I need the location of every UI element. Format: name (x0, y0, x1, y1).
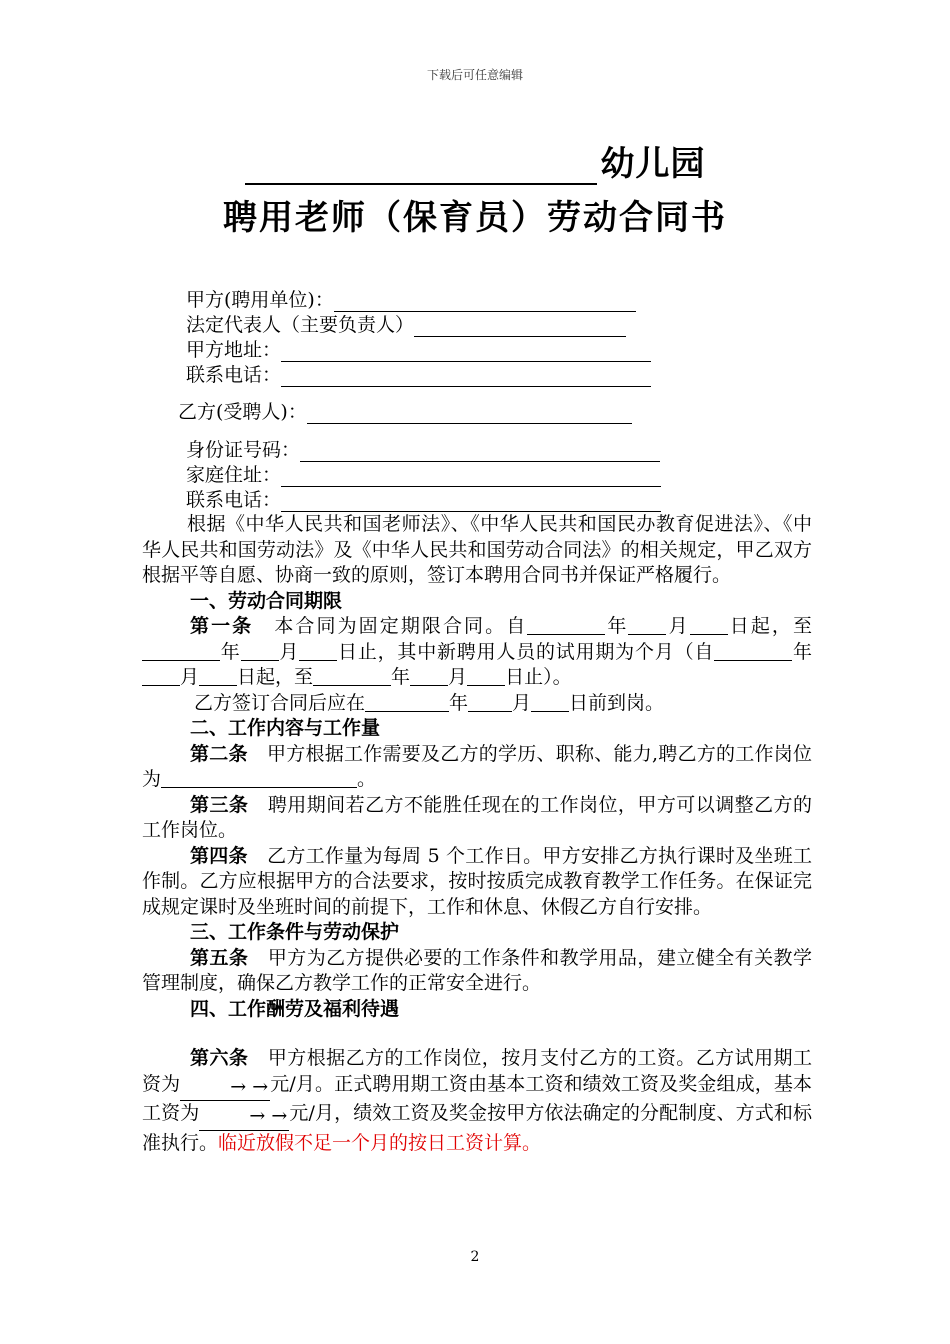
party-a-phone-label: 联系电话： (186, 364, 282, 386)
party-a-unit-label: 甲方(聘用单位)： (186, 289, 334, 311)
party-b-home-label: 家庭住址： (186, 464, 282, 486)
party-a-address-blank (281, 341, 651, 362)
party-a-unit-blank (334, 291, 636, 312)
header-note: 下载后可任意编辑 (426, 68, 523, 82)
party-b-blank (307, 403, 632, 424)
section-1-heading: 一、劳动合同期限 (190, 589, 343, 612)
party-b-phone-label: 联系电话： (186, 489, 282, 511)
party-b-phone-field (186, 488, 661, 512)
party-a-phone-blank (281, 366, 651, 387)
party-b-label: 乙方(受聘人)： (178, 401, 307, 423)
party-a-address-label: 甲方地址： (186, 339, 282, 361)
section-4-heading: 四、工作酬劳及福利待遇 (190, 997, 400, 1020)
holiday-pay-note: 临近放假不足一个月的按日工资计算。 (218, 1131, 542, 1154)
contract-body (142, 512, 812, 1156)
article-5: 第五条 甲方为乙方提供必要的工作条件和教学用品，建立健全有关教学管理制度，确保乙方教学工作的正常安全进行。 (142, 946, 812, 994)
party-b-home-blank (281, 466, 661, 487)
party-b-home-field (186, 463, 661, 487)
article-3: 第三条 聘用期间若乙方不能胜任现在的工作岗位，甲方可以调整乙方的工作岗位。 (142, 793, 812, 841)
article-1: 第一条 本合同为固定期限合同。自 年 月 日起，至年 月 日止，其中新聘用人员的试用期为个月（自 年月 日起，至 年 月 日止）。 (142, 614, 812, 691)
article-1-title: 第一条 (190, 615, 254, 637)
kindergarten-name-blank (245, 149, 597, 185)
title-line-1 (0, 136, 950, 185)
article-6: 第六条 甲方根据乙方的工作岗位，按月支付乙方的工资。乙方试用期工资为 → → 元/月。正式聘用期工资由基本工资和绩效工资及奖金组成，基本工资为 → → 元/月，绩效工资及奖金按甲方依法确定的分配制度、方式和标准执行。临近放假不足一个月的按日工资计算。 (142, 1047, 812, 1154)
title-line-2: 聘用老师（保育员）劳动合同书 (223, 198, 727, 238)
section-3-heading: 三、工作条件与劳动保护 (190, 921, 400, 943)
page-number: 2 (470, 1249, 480, 1265)
intro-paragraph: 根据《中华人民共和国老师法》、《中华人民共和国民办教育促进法》、《中华人民共和国劳动法》及《中华人民共和国劳动合同法》的相关规定，甲乙双方根据平等自愿、协商一致的原则，签订本聘用合同书并保证严格履行。 (142, 513, 812, 586)
article-2: 第二条 甲方根据工作需要及乙方的学历、职称、能力,聘乙方的工作岗位为 。 (142, 742, 812, 790)
article-4: 第四条 乙方工作量为每周 5 个工作日。甲方安排乙方执行课时及坐班工作制。乙方应根据甲方的合法要求，按时按质完成教育教学工作任务。在保证完成规定课时及坐班时间的前提下，工作和休息、休假乙方自行安排。 (142, 844, 812, 918)
section-2-heading: 二、工作内容与工作量 (190, 717, 381, 739)
party-a-address-field (186, 338, 651, 362)
party-a-phone-field (186, 363, 651, 387)
base-salary-blank-arrows: → → (199, 1104, 289, 1131)
party-a-unit-field (186, 288, 636, 312)
title-suffix: 幼儿园 (600, 144, 706, 184)
party-b-id-field (186, 438, 660, 462)
party-b-phone-blank (281, 491, 661, 512)
party-b-id-label: 身份证号码： (186, 439, 301, 461)
party-b-field (178, 400, 632, 424)
party-a-rep-field (186, 313, 626, 337)
party-b-id-blank (300, 441, 660, 462)
report-date: 乙方签订合同后应在 年 月 日前到岗。 (194, 691, 665, 714)
party-a-rep-label: 法定代表人（主要负责人） (186, 314, 415, 336)
party-a-rep-blank (414, 316, 626, 337)
salary-blank-arrows: → → (180, 1075, 270, 1102)
